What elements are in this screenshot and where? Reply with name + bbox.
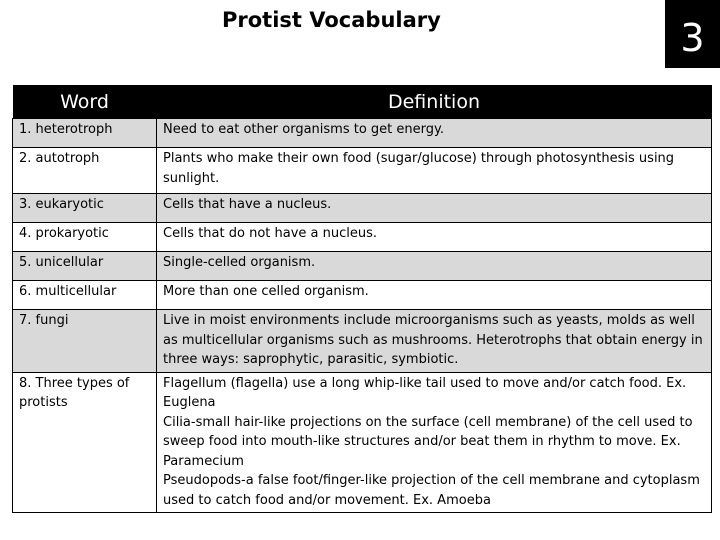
definition-cell — [157, 119, 712, 148]
word-cell: 4. prokaryotic — [13, 223, 157, 252]
definition-text: Pseudopods-a false foot/finger-like projection of the cell membrane and cytoplasm used to catch food and/or movement. Ex. Amoeba — [163, 473, 700, 508]
vocabulary-table — [12, 85, 712, 513]
word-column-header: Word — [13, 85, 157, 119]
table-row — [13, 372, 712, 513]
page-number-badge: 3 — [665, 0, 720, 68]
definition-cell — [157, 310, 712, 373]
definition-cell — [157, 223, 712, 252]
table-row — [13, 119, 712, 148]
table-row — [13, 194, 712, 223]
word-cell: 8. Three types of protists — [13, 372, 157, 513]
table-row — [13, 281, 712, 310]
definition-text: Plants who make their own food (sugar/glucose) through photosynthesis using sunlight. — [163, 151, 675, 186]
page-title: Protist Vocabulary — [222, 8, 441, 32]
word-cell: 7. fungi — [13, 310, 157, 373]
definition-cell — [157, 194, 712, 223]
definition-text: More than one celled organism. — [163, 284, 369, 299]
definition-cell — [157, 148, 712, 194]
table-row — [13, 223, 712, 252]
definition-cell — [157, 252, 712, 281]
definition-text: Live in moist environments include microorganisms such as yeasts, molds as well as multicellular organisms such as mushrooms. Heterotrophs that obtain energy in three ways: saprophytic, parasitic, symbiotic. — [163, 313, 703, 367]
word-cell: 1. heterotroph — [13, 119, 157, 148]
definition-text: Cells that do not have a nucleus. — [163, 226, 378, 241]
word-cell: 2. autotroph — [13, 148, 157, 194]
definition-cell — [157, 281, 712, 310]
table-row — [13, 148, 712, 194]
definition-text: Cells that have a nucleus. — [163, 197, 332, 212]
definition-text: Need to eat other organisms to get energy. — [163, 122, 444, 137]
table-row — [13, 252, 712, 281]
table-row — [13, 310, 712, 373]
word-cell: 5. unicellular — [13, 252, 157, 281]
definition-text: Flagellum (flagella) use a long whip-like tail used to move and/or catch food. Ex. Euglena — [163, 375, 687, 410]
definition-column-header: Definition — [157, 85, 712, 119]
table-header-row — [13, 85, 712, 119]
word-cell: 3. eukaryotic — [13, 194, 157, 223]
word-cell: 6. multicellular — [13, 281, 157, 310]
definition-text: Cilia-small hair-like projections on the surface (cell membrane) of the cell used to sweep food into mouth-like structures and/or beat them in rhythm to move. Ex. Paramecium — [163, 414, 693, 469]
definition-text: Single-celled organism. — [163, 255, 316, 270]
definition-cell — [157, 372, 712, 513]
